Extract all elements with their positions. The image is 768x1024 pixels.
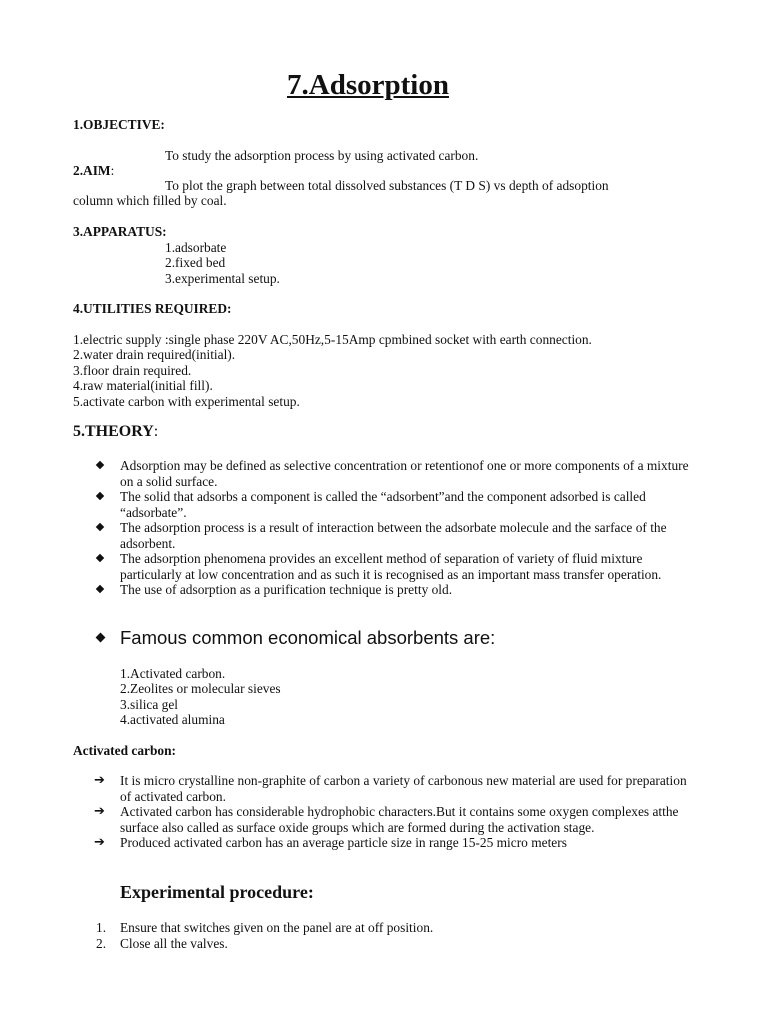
- activated-carbon-point-text: Produced activated carbon has an average particle size in range 15-25 micro meters: [120, 835, 567, 850]
- procedure-step-number: 1.: [96, 920, 107, 935]
- activated-carbon-point: [0, 773, 700, 804]
- apparatus-item: 3.experimental setup.: [165, 271, 280, 286]
- famous-absorbents-bullet: [0, 627, 700, 649]
- diamond-bullet-icon: [96, 633, 106, 643]
- theory-bullet-text: Adsorption may be defined as selective concentration or retentionof one or more components of a mixture on a solid surface.: [120, 458, 689, 489]
- famous-absorbents-text: Famous common economical absorbents are:: [120, 627, 496, 648]
- procedure-steps: [0, 920, 433, 951]
- theory-heading-label: 5.THEORY: [73, 423, 154, 440]
- activated-carbon-point-text: Activated carbon has considerable hydrophobic characters.But it contains some oxygen complexes atthe surface also called as surface oxide groups which are formed during the activation stage.: [120, 804, 679, 835]
- diamond-bullet-icon: [96, 461, 104, 469]
- activated-carbon-list: [0, 773, 700, 851]
- procedure-step-text: Close all the valves.: [120, 935, 228, 951]
- aim-heading: [73, 163, 114, 179]
- absorbent-item: 3.silica gel: [120, 697, 179, 712]
- procedure-step: [0, 936, 433, 952]
- theory-bullet: [0, 551, 700, 582]
- activated-carbon-heading: Activated carbon:: [73, 743, 177, 758]
- activated-carbon-point-text: It is micro crystalline non-graphite of carbon a variety of carbonous new material are used for preparation of activated carbon.: [120, 773, 687, 804]
- activated-carbon-point: [0, 804, 700, 835]
- procedure-step-text: Ensure that switches given on the panel are at off position.: [120, 920, 434, 935]
- absorbent-item: 1.Activated carbon.: [120, 666, 226, 681]
- absorbent-item: 4.activated alumina: [120, 712, 225, 727]
- procedure-step: [0, 920, 433, 936]
- theory-bullet-text: The adsorption phenomena provides an excellent method of separation of variety of fluid mixture particularly at low concentration and as such it is recognised as an important mass transfer operation.: [120, 551, 662, 582]
- apparatus-item: 1.adsorbate: [165, 240, 227, 255]
- diamond-bullet-icon: [96, 492, 104, 500]
- apparatus-item: 2.fixed bed: [165, 255, 226, 270]
- theory-bullet-text: The adsorption process is a result of interaction between the adsorbate molecule and the sarface of the adsorbent.: [120, 520, 667, 551]
- activated-carbon-point: [0, 835, 700, 851]
- objective-heading: 1.OBJECTIVE:: [73, 117, 165, 132]
- objective-text: To study the adsorption process by using activated carbon.: [165, 148, 479, 163]
- utilities-item: 1.electric supply :single phase 220V AC,50Hz,5-15Amp cpmbined socket with earth connection.: [73, 332, 592, 347]
- page-title: 7.Adsorption: [287, 69, 449, 101]
- procedure-step-number: 2.: [96, 935, 107, 951]
- utilities-item: 4.raw material(initial fill).: [73, 378, 213, 393]
- theory-bullet: [0, 489, 700, 520]
- aim-heading-colon: :: [110, 163, 115, 178]
- utilities-heading: 4.UTILITIES REQUIRED:: [73, 301, 232, 316]
- arrow-right-icon: ➔: [94, 804, 105, 819]
- aim-text-line1: To plot the graph between total dissolved substances (T D S) vs depth of adsoption: [165, 178, 609, 193]
- utilities-item: 3.floor drain required.: [73, 363, 192, 378]
- utilities-item: 5.activate carbon with experimental setup.: [73, 394, 300, 409]
- theory-heading-colon: :: [153, 423, 159, 440]
- arrow-right-icon: ➔: [94, 835, 105, 850]
- diamond-bullet-icon: [96, 523, 104, 531]
- theory-heading: [73, 424, 158, 440]
- theory-bullet: [0, 520, 700, 551]
- theory-bullet-list: [0, 458, 700, 598]
- theory-bullet-text: The use of adsorption as a purification technique is pretty old.: [120, 582, 453, 597]
- famous-bullet: [0, 627, 700, 649]
- diamond-bullet-icon: [96, 554, 104, 562]
- theory-bullet-text: The solid that adsorbs a component is called the “adsorbent”and the component adsorbed is called “adsorbate”.: [120, 489, 646, 520]
- theory-bullet: [0, 582, 700, 598]
- apparatus-heading: 3.APPARATUS:: [73, 224, 167, 239]
- aim-text-line2: column which filled by coal.: [73, 193, 227, 208]
- utilities-item: 2.water drain required(initial).: [73, 347, 236, 362]
- theory-bullet: [0, 458, 700, 489]
- absorbent-item: 2.Zeolites or molecular sieves: [120, 681, 281, 696]
- diamond-bullet-icon: [96, 585, 104, 593]
- arrow-right-icon: ➔: [94, 773, 105, 788]
- aim-heading-label: 2.AIM: [73, 163, 111, 178]
- procedure-heading: Experimental procedure:: [120, 882, 314, 902]
